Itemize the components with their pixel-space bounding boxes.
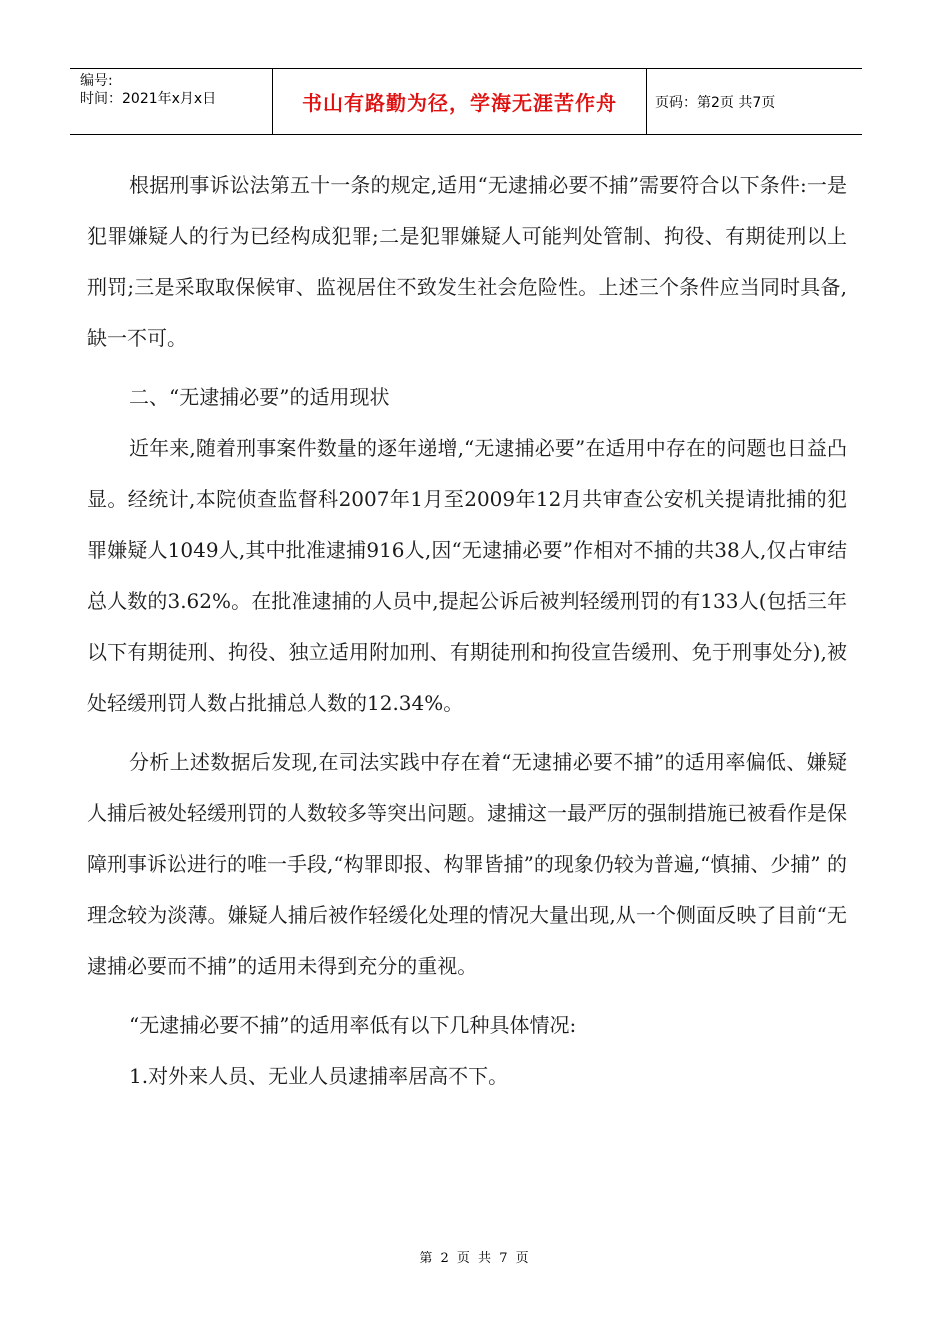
page-header	[70, 68, 862, 135]
header-meta	[70, 69, 273, 134]
header-motto: 书山有路勤为径，学海无涯苦作舟	[273, 69, 647, 134]
list-item-1: 1.对外来人员、无业人员逮捕率居高不下。	[129, 1064, 509, 1088]
header-page-info: 页码：第2页 共7页	[655, 94, 776, 111]
paragraph-situations: “无逮捕必要不捕”的适用率低有以下几种具体情况:	[129, 1013, 577, 1037]
document-body	[87, 160, 847, 1102]
section-heading: 二、“无逮捕必要”的适用现状	[129, 385, 390, 409]
paragraph-analysis: 分析上述数据后发现,在司法实践中存在着“无逮捕必要不捕”的适用率偏低、嫌疑人捕后被处轻缓刑罚的人数较多等突出问题。逮捕这一最严厉的强制措施已被看作是保障刑事诉讼进行的唯一手段,“构罪即报、构罪皆捕”的现象仍较为普遍,“慎捕、少捕” 的理念较为淡薄。嫌疑人捕后被作轻缓化处理的情况大量出现,从一个侧面反映了目前“无逮捕必要而不捕”的适用未得到充分的重视。	[87, 750, 847, 978]
date-label: 时间：2021年x月x日	[80, 91, 217, 107]
paragraph-statistics: 近年来,随着刑事案件数量的逐年递增,“无逮捕必要”在适用中存在的问题也日益凸显。经统计,本院侦查监督科2007年1月至2009年12月共审查公安机关提请批捕的犯罪嫌疑人1049人,其中批准逮捕916人,因“无逮捕必要”作相对不捕的共38人,仅占审结总人数的3.62%。在批准逮捕的人员中,提起公诉后被判轻缓刑罚的有133人(包括三年以下有期徒刑、拘役、独立适用附加刑、有期徒刑和拘役宣告缓刑、免于刑事处分),被处轻缓刑罚人数占批捕总人数的12.34%。	[87, 436, 847, 715]
paragraph-conditions: 根据刑事诉讼法第五十一条的规定,适用“无逮捕必要不捕”需要符合以下条件:一是犯罪嫌疑人的行为已经构成犯罪;二是犯罪嫌疑人可能判处管制、拘役、有期徒刑以上刑罚;三是采取取保候审、监视居住不致发生社会危险性。上述三个条件应当同时具备,缺一不可。	[87, 173, 847, 350]
page-footer: 第 2 页 共 7 页	[419, 1251, 531, 1266]
code-label: 编号:	[80, 73, 113, 89]
